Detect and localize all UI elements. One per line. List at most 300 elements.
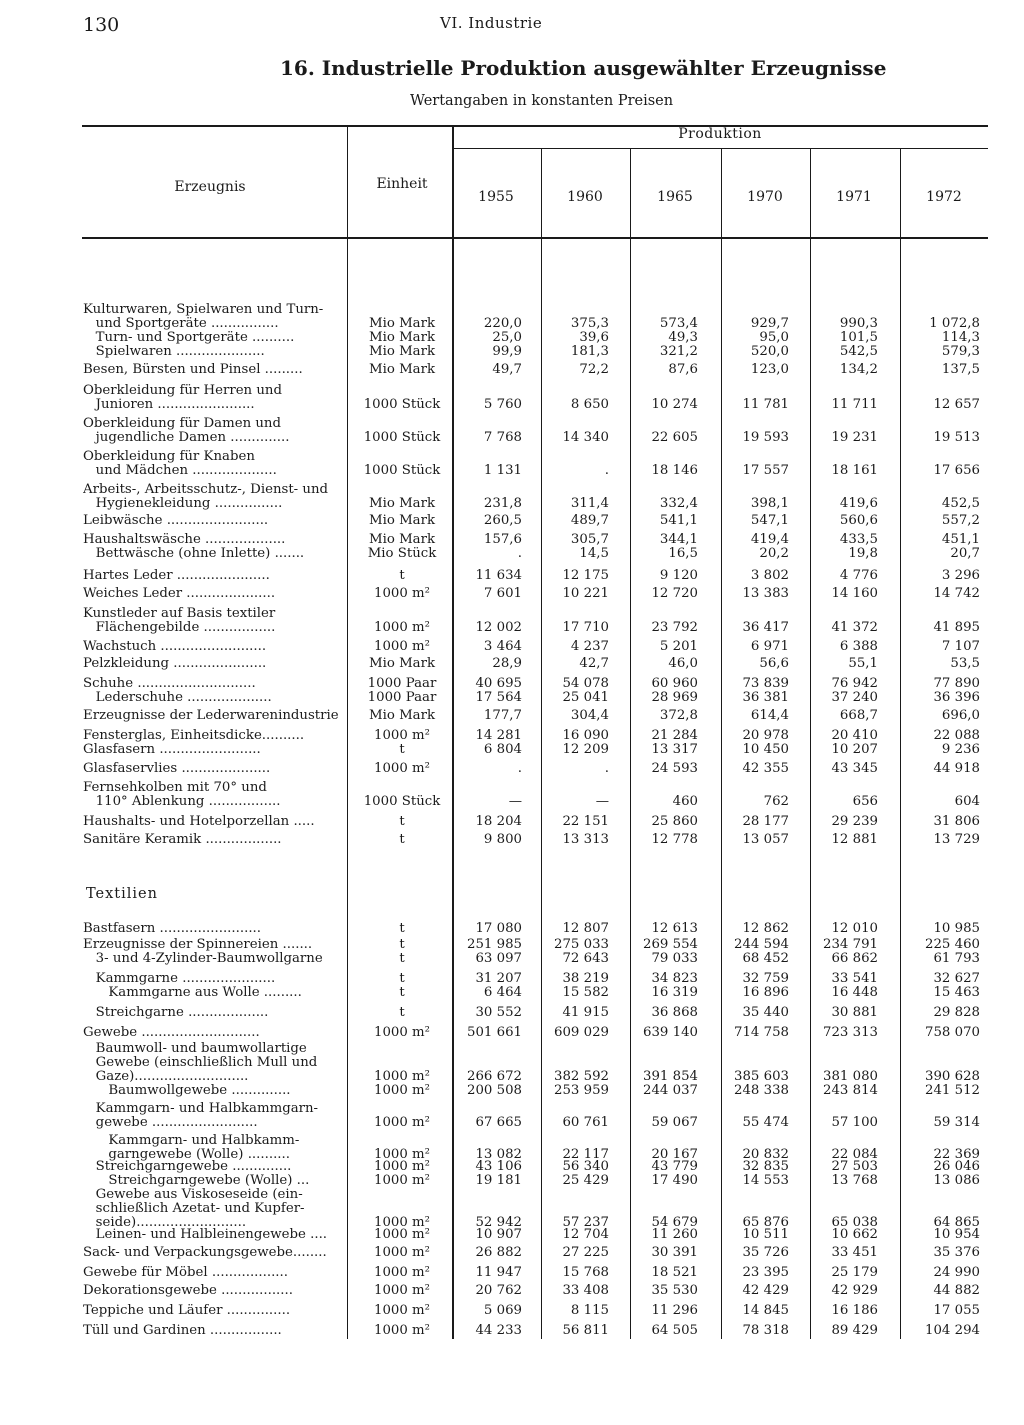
row-value-1960: 33 408 (562, 1283, 609, 1298)
row-label: Kammgarn- und Halbkammgarn- (83, 1102, 319, 1116)
row-value-1970: 248 338 (734, 1083, 789, 1098)
row-value-1955: 11 947 (475, 1265, 522, 1280)
row-value-1971: 19,8 (848, 546, 878, 561)
row-value-1972: 44 882 (933, 1283, 980, 1298)
row-unit: 1000 Stück (363, 794, 441, 809)
row-value-1965: 16 319 (651, 985, 698, 1000)
row-value-1970: 123,0 (750, 362, 789, 377)
row-unit: 1000 m² (373, 1069, 430, 1084)
row-value-1960: 25 041 (562, 690, 609, 705)
row-value-1960: 25 429 (562, 1173, 609, 1188)
row-unit: 1000 Paar (367, 690, 437, 705)
row-value-1971: 234 791 (823, 937, 878, 952)
row-label: Oberkleidung für Damen und (83, 417, 282, 431)
row-unit: 1000 m² (373, 1083, 430, 1098)
row-value-1955: 17 564 (475, 690, 522, 705)
row-value-1972: 390 628 (925, 1069, 980, 1084)
row-label: Gaze)........................... (83, 1070, 249, 1084)
row-value-1970: 385 603 (734, 1069, 789, 1084)
row-value-1960: . (604, 761, 609, 776)
row-value-1970: 36 417 (742, 620, 789, 635)
row-label: 110° Ablenkung ................. (83, 795, 281, 809)
row-value-1960: 8 115 (570, 1303, 609, 1318)
row-value-1972: 29 828 (933, 1005, 980, 1020)
row-value-1960: 375,3 (570, 316, 609, 331)
header-year: 1972 (926, 189, 962, 205)
row-value-1970: 73 839 (742, 676, 789, 691)
row-value-1972: 36 396 (933, 690, 980, 705)
row-value-1970: 11 781 (742, 397, 789, 412)
row-value-1971: 419,6 (839, 496, 878, 511)
row-value-1955: 251 985 (467, 937, 522, 952)
row-value-1955: 40 695 (475, 676, 522, 691)
row-value-1970: 10 450 (742, 742, 789, 757)
row-value-1965: 16,5 (668, 546, 698, 561)
row-value-1971: 433,5 (839, 532, 878, 547)
row-label: Wachstuch ......................... (83, 640, 267, 654)
row-value-1972: 44 918 (933, 761, 980, 776)
row-label: Weiches Leder ..................... (83, 587, 276, 601)
row-value-1972: 7 107 (941, 639, 980, 654)
row-value-1971: 4 776 (839, 568, 878, 583)
row-unit: 1000 m² (373, 1283, 430, 1298)
row-value-1971: 42 929 (831, 1283, 878, 1298)
row-value-1972: 114,3 (941, 330, 980, 345)
row-value-1960: 609 029 (554, 1025, 609, 1040)
row-value-1955: 17 080 (475, 921, 522, 936)
row-value-1971: 37 240 (831, 690, 878, 705)
row-value-1965: 28 969 (651, 690, 698, 705)
row-value-1971: 12 010 (831, 921, 878, 936)
row-value-1972: 13 729 (933, 832, 980, 847)
row-value-1972: 225 460 (925, 937, 980, 952)
row-value-1970: 78 318 (742, 1323, 789, 1338)
row-value-1971: 656 (852, 794, 878, 809)
row-value-1955: 11 634 (475, 568, 522, 583)
row-value-1970: 95,0 (759, 330, 789, 345)
row-value-1970: 32 835 (742, 1159, 789, 1174)
row-value-1970: 929,7 (750, 316, 789, 331)
row-label: Flächengebilde ................. (83, 621, 276, 635)
row-unit: 1000 Stück (363, 397, 441, 412)
row-value-1965: 54 679 (651, 1215, 698, 1230)
row-value-1955: 13 082 (475, 1147, 522, 1162)
row-value-1970: 16 896 (742, 985, 789, 1000)
row-label: Oberkleidung für Herren und (83, 384, 282, 398)
row-value-1955: 177,7 (483, 708, 522, 723)
row-value-1965: 35 530 (651, 1283, 698, 1298)
row-value-1972: 137,5 (941, 362, 980, 377)
row-value-1970: 36 381 (742, 690, 789, 705)
row-value-1965: 10 274 (651, 397, 698, 412)
row-value-1971: 18 161 (831, 463, 878, 478)
row-value-1972: 12 657 (933, 397, 980, 412)
row-value-1955: 220,0 (483, 316, 522, 331)
row-value-1960: 12 807 (562, 921, 609, 936)
row-unit: Mio Mark (368, 362, 436, 377)
row-value-1970: 547,1 (750, 513, 789, 528)
row-label: Kammgarne aus Wolle ......... (83, 986, 302, 1000)
row-unit: 1000 Stück (363, 463, 441, 478)
row-value-1971: 668,7 (839, 708, 878, 723)
row-value-1955: 25,0 (492, 330, 522, 345)
row-value-1972: 579,3 (941, 344, 980, 359)
row-value-1960: 22 151 (562, 814, 609, 829)
row-value-1955: 12 002 (475, 620, 522, 635)
page-number: 130 (83, 14, 120, 36)
row-unit: 1000 m² (373, 761, 430, 776)
row-value-1970: 20 978 (742, 728, 789, 743)
row-unit: 1000 m² (373, 1115, 430, 1130)
row-value-1972: 15 463 (933, 985, 980, 1000)
row-unit: t (399, 937, 405, 952)
row-value-1965: 18 521 (651, 1265, 698, 1280)
row-value-1971: 43 345 (831, 761, 878, 776)
row-value-1955: 28,9 (492, 656, 522, 671)
row-unit: 1000 m² (373, 1215, 430, 1230)
header-year: 1970 (747, 189, 783, 205)
row-value-1970: 3 802 (750, 568, 789, 583)
row-value-1971: 57 100 (831, 1115, 878, 1130)
row-value-1960: 14,5 (579, 546, 609, 561)
row-value-1971: 41 372 (831, 620, 878, 635)
row-value-1972: 41 895 (933, 620, 980, 635)
row-unit: t (399, 921, 405, 936)
row-value-1971: 16 186 (831, 1303, 878, 1318)
row-value-1970: 20,2 (759, 546, 789, 561)
row-value-1955: 501 661 (467, 1025, 522, 1040)
row-value-1970: 10 511 (742, 1227, 789, 1242)
row-label: Junioren ....................... (83, 398, 255, 412)
header-year: 1960 (567, 189, 603, 205)
row-value-1970: 398,1 (750, 496, 789, 511)
row-label: Hygienekleidung ................ (83, 497, 283, 511)
row-value-1965: 269 554 (643, 937, 698, 952)
row-value-1972: 10 985 (933, 921, 980, 936)
row-value-1960: 305,7 (570, 532, 609, 547)
row-unit: 1000 m² (373, 1025, 430, 1040)
row-value-1971: 25 179 (831, 1265, 878, 1280)
row-label: Fensterglas, Einheitsdicke.......... (83, 729, 305, 743)
row-value-1970: 520,0 (750, 344, 789, 359)
row-value-1955: 3 464 (483, 639, 522, 654)
row-value-1971: 30 881 (831, 1005, 878, 1020)
row-label: Glasfaservlies ..................... (83, 762, 271, 776)
row-value-1955: 266 672 (467, 1069, 522, 1084)
row-unit: 1000 Stück (363, 430, 441, 445)
row-value-1970: 6 971 (750, 639, 789, 654)
row-value-1955: 14 281 (475, 728, 522, 743)
row-label: Glasfasern ........................ (83, 743, 261, 757)
row-value-1971: 101,5 (839, 330, 878, 345)
row-unit: t (399, 568, 405, 583)
row-label: seide).......................... (83, 1216, 247, 1230)
row-value-1965: 391 854 (643, 1069, 698, 1084)
header-unit: Einheit (376, 176, 428, 192)
row-value-1971: 10 207 (831, 742, 878, 757)
row-value-1955: 67 665 (475, 1115, 522, 1130)
row-value-1955: 200 508 (467, 1083, 522, 1098)
row-value-1972: 9 236 (941, 742, 980, 757)
row-label: und Sportgeräte ................ (83, 317, 279, 331)
row-value-1970: 42 355 (742, 761, 789, 776)
row-value-1970: 42 429 (742, 1283, 789, 1298)
row-value-1960: . (604, 463, 609, 478)
row-value-1972: 604 (954, 794, 980, 809)
row-value-1965: 321,2 (659, 344, 698, 359)
row-value-1970: 714 758 (734, 1025, 789, 1040)
row-value-1960: 12 175 (562, 568, 609, 583)
row-value-1955: 18 204 (475, 814, 522, 829)
row-unit: 1000 m² (373, 1159, 430, 1174)
row-value-1970: 13 383 (742, 586, 789, 601)
row-value-1972: 14 742 (933, 586, 980, 601)
row-unit: 1000 m² (373, 728, 430, 743)
row-value-1955: 99,9 (492, 344, 522, 359)
row-value-1960: 15 582 (562, 985, 609, 1000)
row-label: jugendliche Damen .............. (83, 431, 290, 445)
row-value-1970: 55 474 (742, 1115, 789, 1130)
row-value-1972: 35 376 (933, 1245, 980, 1260)
row-value-1971: 19 231 (831, 430, 878, 445)
row-value-1970: 19 593 (742, 430, 789, 445)
row-value-1965: 12 778 (651, 832, 698, 847)
row-value-1972: 758 070 (925, 1025, 980, 1040)
row-value-1965: 17 490 (651, 1173, 698, 1188)
row-value-1960: 72,2 (579, 362, 609, 377)
row-unit: Mio Mark (368, 708, 436, 723)
row-value-1965: 244 037 (643, 1083, 698, 1098)
row-value-1971: 33 451 (831, 1245, 878, 1260)
row-value-1972: 17 656 (933, 463, 980, 478)
row-value-1972: 19 513 (933, 430, 980, 445)
row-value-1972: 61 793 (933, 951, 980, 966)
row-value-1970: 20 832 (742, 1147, 789, 1162)
header-year: 1965 (657, 189, 693, 205)
row-value-1965: 372,8 (659, 708, 698, 723)
row-label: Tüll und Gardinen ................. (83, 1324, 282, 1338)
row-value-1970: 17 557 (742, 463, 789, 478)
row-value-1965: 332,4 (659, 496, 698, 511)
row-unit: t (399, 832, 405, 847)
row-value-1971: 560,6 (839, 513, 878, 528)
row-value-1971: 14 160 (831, 586, 878, 601)
row-label: gewebe ......................... (83, 1116, 258, 1130)
row-value-1971: 89 429 (831, 1323, 878, 1338)
row-value-1972: 557,2 (941, 513, 980, 528)
row-value-1960: 41 915 (562, 1005, 609, 1020)
row-label: Turn- und Sportgeräte .......... (83, 331, 295, 345)
row-value-1971: 134,2 (839, 362, 878, 377)
row-label: Leinen- und Halbleinengewebe .... (83, 1228, 328, 1242)
row-value-1965: 639 140 (643, 1025, 698, 1040)
row-unit: Mio Mark (368, 656, 436, 671)
row-value-1972: 53,5 (950, 656, 980, 671)
row-value-1972: 17 055 (933, 1303, 980, 1318)
row-value-1960: 13 313 (562, 832, 609, 847)
row-value-1970: 14 845 (742, 1303, 789, 1318)
row-value-1965: 9 120 (659, 568, 698, 583)
row-unit: t (399, 1005, 405, 1020)
row-value-1971: 55,1 (848, 656, 878, 671)
row-value-1960: 17 710 (562, 620, 609, 635)
row-value-1971: 13 768 (831, 1173, 878, 1188)
row-value-1972: 241 512 (925, 1083, 980, 1098)
row-value-1965: 5 201 (659, 639, 698, 654)
row-value-1960: 10 221 (562, 586, 609, 601)
row-label: Pelzkleidung ...................... (83, 657, 267, 671)
row-value-1965: 12 720 (651, 586, 698, 601)
row-value-1960: 14 340 (562, 430, 609, 445)
row-value-1965: 11 260 (651, 1227, 698, 1242)
row-value-1965: 13 317 (651, 742, 698, 757)
row-value-1955: 44 233 (475, 1323, 522, 1338)
row-label: Oberkleidung für Knaben (83, 450, 255, 464)
row-value-1972: 20,7 (950, 546, 980, 561)
row-value-1955: 6 804 (483, 742, 522, 757)
row-value-1955: 10 907 (475, 1227, 522, 1242)
row-value-1955: 157,6 (483, 532, 522, 547)
row-label: Haushaltswäsche ................... (83, 533, 286, 547)
row-label: Gewebe aus Viskoseseide (ein- (83, 1188, 303, 1202)
row-value-1960: 27 225 (562, 1245, 609, 1260)
row-unit: t (399, 985, 405, 1000)
row-value-1955: 43 106 (475, 1159, 522, 1174)
row-label: Kulturwaren, Spielwaren und Turn- (83, 303, 324, 317)
row-label: Bettwäsche (ohne Inlette) ....... (83, 547, 305, 561)
row-value-1955: 1 131 (483, 463, 522, 478)
row-value-1971: 12 881 (831, 832, 878, 847)
row-value-1965: 36 868 (651, 1005, 698, 1020)
row-value-1955: . (517, 761, 522, 776)
row-label: Besen, Bürsten und Pinsel ......... (83, 363, 303, 377)
row-label: 3- und 4-Zylinder-Baumwollgarne (83, 952, 323, 966)
row-unit: t (399, 951, 405, 966)
row-value-1955: 5 069 (483, 1303, 522, 1318)
row-value-1971: 65 038 (831, 1215, 878, 1230)
row-value-1965: 30 391 (651, 1245, 698, 1260)
row-label: Kunstleder auf Basis textiler (83, 607, 276, 621)
row-value-1965: 20 167 (651, 1147, 698, 1162)
row-label: Streichgarngewebe (Wolle) ... (83, 1174, 310, 1188)
row-value-1960: 275 033 (554, 937, 609, 952)
row-value-1965: 18 146 (651, 463, 698, 478)
row-value-1965: 344,1 (659, 532, 698, 547)
row-label: Gewebe (einschließlich Mull und (83, 1056, 318, 1070)
row-label: Hartes Leder ...................... (83, 569, 270, 583)
row-unit: Mio Mark (368, 532, 436, 547)
row-value-1972: 452,5 (941, 496, 980, 511)
row-value-1970: 13 057 (742, 832, 789, 847)
row-value-1960: 72 643 (562, 951, 609, 966)
row-value-1971: 29 239 (831, 814, 878, 829)
row-value-1965: 43 779 (651, 1159, 698, 1174)
header-product: Erzeugnis (174, 179, 246, 195)
row-value-1971: 27 503 (831, 1159, 878, 1174)
row-value-1972: 10 954 (933, 1227, 980, 1242)
row-value-1965: 25 860 (651, 814, 698, 829)
row-value-1971: 10 662 (831, 1227, 878, 1242)
row-label: Baumwoll- und baumwollartige (83, 1042, 307, 1056)
row-label: Leibwäsche ........................ (83, 514, 269, 528)
row-label: Teppiche und Läufer ............... (83, 1304, 291, 1318)
row-label: Sanitäre Keramik .................. (83, 833, 282, 847)
row-value-1960: 382 592 (554, 1069, 609, 1084)
row-label: Fernsehkolben mit 70° und (83, 781, 267, 795)
row-label: und Mädchen .................... (83, 464, 277, 478)
row-value-1970: 12 862 (742, 921, 789, 936)
row-label: Erzeugnisse der Lederwarenindustrie (83, 709, 339, 723)
row-value-1955: 9 800 (483, 832, 522, 847)
row-value-1955: 63 097 (475, 951, 522, 966)
table-title: 16. Industrielle Produktion ausgewählter Erzeugnisse (280, 56, 887, 80)
row-value-1955: 7 768 (483, 430, 522, 445)
row-label: Streichgarngewebe .............. (83, 1160, 292, 1174)
row-value-1965: 59 067 (651, 1115, 698, 1130)
row-value-1955: 26 882 (475, 1245, 522, 1260)
row-value-1955: 6 464 (483, 985, 522, 1000)
row-value-1965: 12 613 (651, 921, 698, 936)
row-label: Baumwollgewebe .............. (83, 1084, 291, 1098)
row-value-1965: 573,4 (659, 316, 698, 331)
row-value-1971: 11 711 (831, 397, 878, 412)
row-value-1965: 79 033 (651, 951, 698, 966)
header-year: 1971 (836, 189, 872, 205)
row-value-1955: 5 760 (483, 397, 522, 412)
row-value-1960: 12 209 (562, 742, 609, 757)
row-unit: t (399, 971, 405, 986)
row-value-1970: 56,6 (759, 656, 789, 671)
row-value-1972: 64 865 (933, 1215, 980, 1230)
row-value-1970: 614,4 (750, 708, 789, 723)
row-value-1971: 990,3 (839, 316, 878, 331)
row-value-1960: 42,7 (579, 656, 609, 671)
row-value-1971: 6 388 (839, 639, 878, 654)
row-value-1965: 46,0 (668, 656, 698, 671)
row-unit: Mio Mark (368, 316, 436, 331)
row-value-1970: 762 (763, 794, 789, 809)
row-value-1972: 24 990 (933, 1265, 980, 1280)
row-value-1972: 3 296 (941, 568, 980, 583)
row-value-1965: 11 296 (651, 1303, 698, 1318)
row-value-1965: 87,6 (668, 362, 698, 377)
row-value-1960: 39,6 (579, 330, 609, 345)
row-value-1955: . (517, 546, 522, 561)
row-value-1960: 304,4 (570, 708, 609, 723)
row-label: Lederschuhe .................... (83, 691, 272, 705)
row-label: schließlich Azetat- und Kupfer- (83, 1202, 305, 1216)
row-value-1971: 381 080 (823, 1069, 878, 1084)
row-value-1955: 30 552 (475, 1005, 522, 1020)
row-unit: 1000 m² (373, 1303, 430, 1318)
row-value-1960: 22 117 (562, 1147, 609, 1162)
row-value-1965: 64 505 (651, 1323, 698, 1338)
row-value-1972: 22 369 (933, 1147, 980, 1162)
row-value-1960: 8 650 (570, 397, 609, 412)
row-value-1960: 12 704 (562, 1227, 609, 1242)
row-value-1970: 65 876 (742, 1215, 789, 1230)
row-unit: 1000 m² (373, 1147, 430, 1162)
row-unit: t (399, 814, 405, 829)
row-unit: t (399, 742, 405, 757)
row-value-1965: 24 593 (651, 761, 698, 776)
row-value-1971: 243 814 (823, 1083, 878, 1098)
row-value-1971: 20 410 (831, 728, 878, 743)
row-value-1960: 253 959 (554, 1083, 609, 1098)
row-value-1965: 49,3 (668, 330, 698, 345)
row-value-1971: 76 942 (831, 676, 878, 691)
row-label: Arbeits-, Arbeitsschutz-, Dienst- und (83, 483, 329, 497)
